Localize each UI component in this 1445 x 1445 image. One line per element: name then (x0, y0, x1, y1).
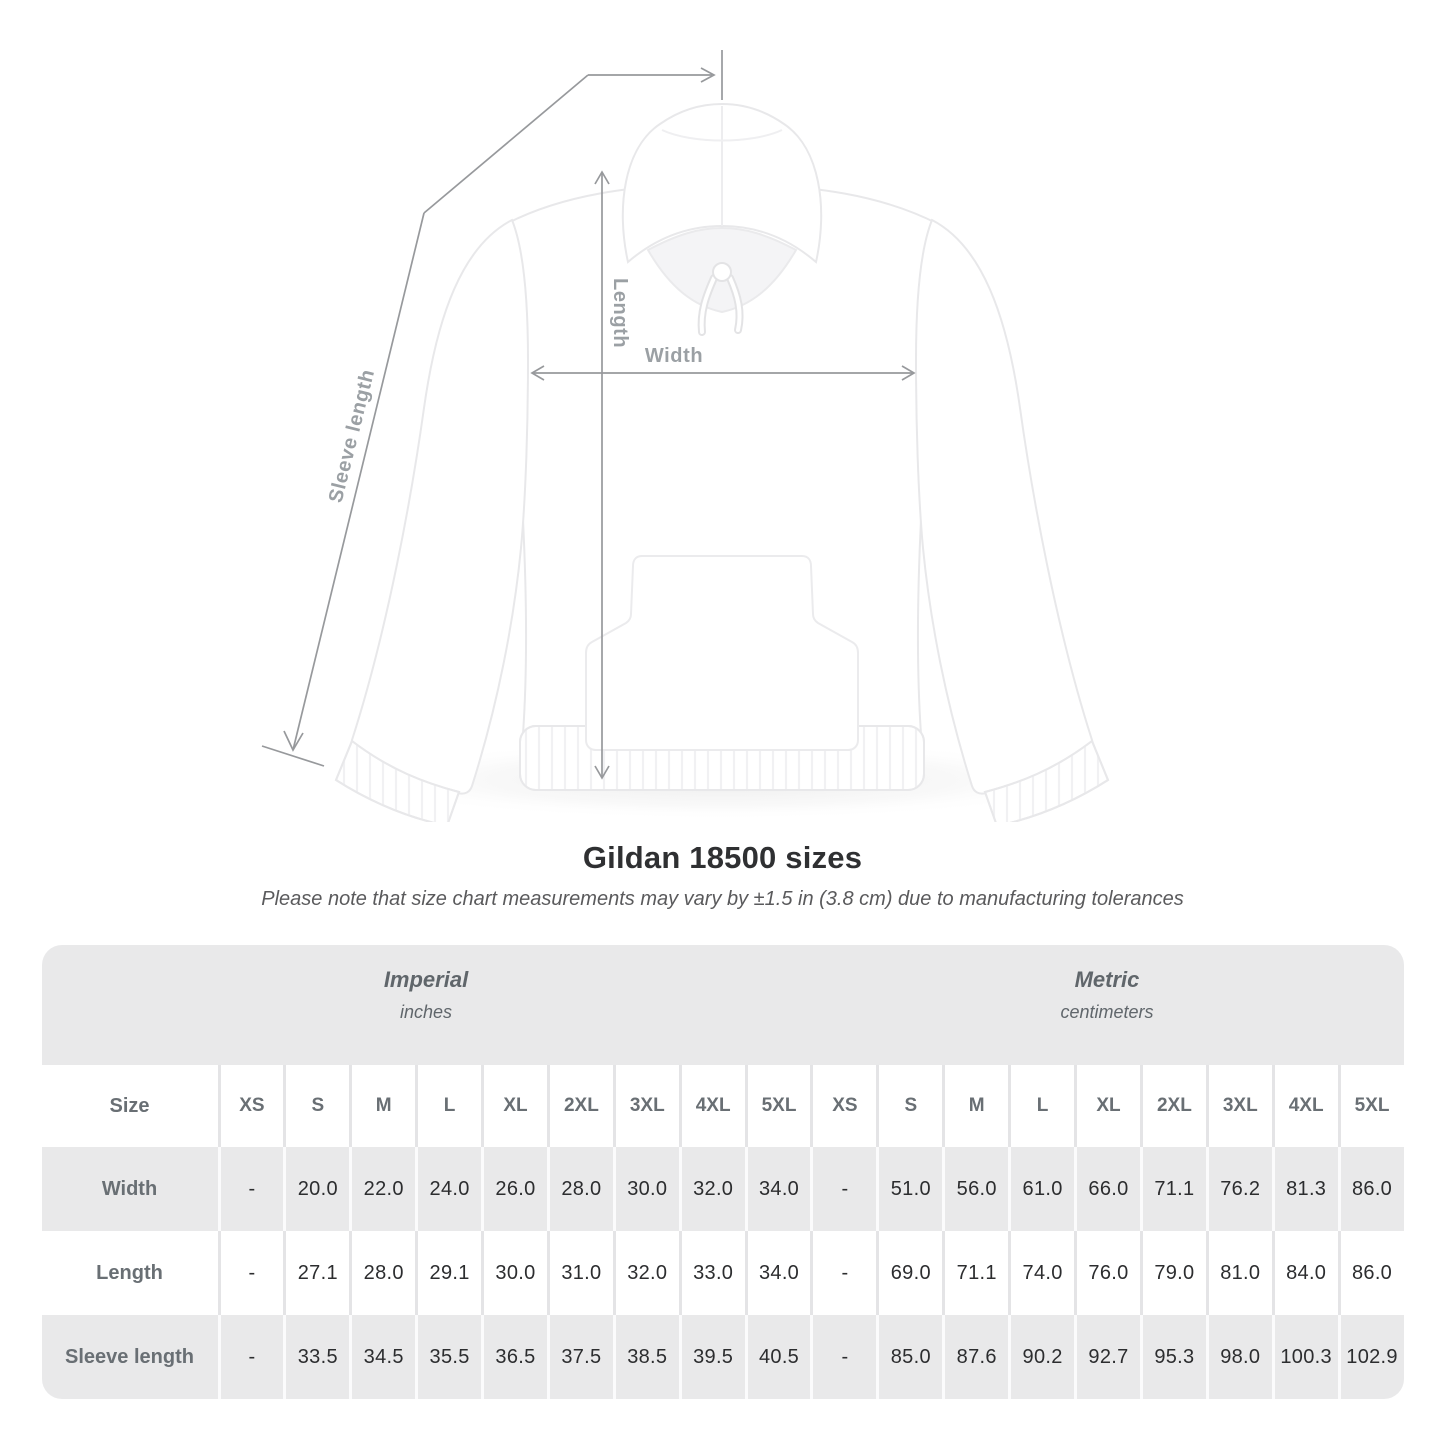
size-column-header: 4XL (1272, 1065, 1338, 1147)
size-column-header: XS (810, 1065, 876, 1147)
page-title: Gildan 18500 sizes (582, 840, 863, 875)
size-column-header: 3XL (613, 1065, 679, 1147)
size-column-header: 5XL (1338, 1065, 1404, 1147)
size-column-header: XL (1074, 1065, 1140, 1147)
measurement-value-imperial: 28.0 (547, 1147, 613, 1231)
measurement-value-metric: 84.0 (1272, 1231, 1338, 1315)
table-row (42, 1315, 1404, 1399)
size-column-header: S (876, 1065, 942, 1147)
length-label: Length (609, 278, 631, 349)
size-column-header: S (283, 1065, 349, 1147)
unit-header-row (42, 945, 1404, 1065)
imperial-sublabel: inches (399, 1002, 453, 1022)
measurement-value-imperial: - (218, 1315, 284, 1399)
measurement-value-imperial: 36.5 (481, 1315, 547, 1399)
size-chart-table (42, 945, 1404, 1399)
measurement-value-imperial: 34.0 (745, 1147, 811, 1231)
measurement-value-metric: 71.1 (942, 1231, 1008, 1315)
hoodie-left-sleeve (351, 220, 528, 794)
size-table-body (42, 1065, 1404, 1399)
measurement-value-imperial: 33.5 (283, 1315, 349, 1399)
size-column-header: 3XL (1206, 1065, 1272, 1147)
measurement-value-imperial: 34.0 (745, 1231, 811, 1315)
measurement-value-imperial: 32.0 (679, 1147, 745, 1231)
measurement-row-label: Length (96, 1261, 163, 1284)
measurement-value-imperial: 39.5 (679, 1315, 745, 1399)
measurement-value-metric: 100.3 (1272, 1315, 1338, 1399)
measurement-value-imperial: - (218, 1231, 284, 1315)
measurement-value-metric: 66.0 (1074, 1147, 1140, 1231)
hoodie-right-sleeve (916, 220, 1093, 794)
measurement-value-metric: 71.1 (1140, 1147, 1206, 1231)
measurement-value-metric: 69.0 (876, 1231, 942, 1315)
measurement-value-imperial: 26.0 (481, 1147, 547, 1231)
measurement-value-metric: 92.7 (1074, 1315, 1140, 1399)
table-row (42, 1065, 1404, 1147)
table-row (42, 1231, 1404, 1315)
size-column-header: M (349, 1065, 415, 1147)
size-column-header: 2XL (547, 1065, 613, 1147)
hoodie-garment (336, 104, 1108, 822)
measurement-value-metric: 79.0 (1140, 1231, 1206, 1315)
size-column-header: XL (481, 1065, 547, 1147)
measurement-value-imperial: 28.0 (349, 1231, 415, 1315)
measurement-value-imperial: 31.0 (547, 1231, 613, 1315)
measurement-value-metric: 86.0 (1338, 1147, 1404, 1231)
measurement-value-metric: 98.0 (1206, 1315, 1272, 1399)
measurement-value-metric: 87.6 (942, 1315, 1008, 1399)
sleeve-length-label: Sleeve length (324, 366, 380, 506)
size-column-header: XS (218, 1065, 284, 1147)
measurement-value-metric: 76.2 (1206, 1147, 1272, 1231)
measurement-value-imperial: - (218, 1147, 284, 1231)
measurement-value-imperial: 32.0 (613, 1231, 679, 1315)
tolerance-note: Please note that size chart measurements may vary by ±1.5 in (3.8 cm) due to manufacturing tolerances (261, 888, 1184, 910)
measurement-row-label: Width (101, 1177, 158, 1200)
width-label: Width (644, 345, 704, 367)
size-column-header: M (942, 1065, 1008, 1147)
size-column-header: 2XL (1140, 1065, 1206, 1147)
measurement-value-metric: - (810, 1315, 876, 1399)
measurement-value-imperial: 27.1 (283, 1231, 349, 1315)
unit-group-metric (811, 945, 1404, 1065)
size-column-header: L (1008, 1065, 1074, 1147)
measurement-value-imperial: 35.5 (415, 1315, 481, 1399)
imperial-label: Imperial (383, 967, 469, 992)
metric-sublabel: centimeters (1060, 1002, 1154, 1022)
size-column-header: L (415, 1065, 481, 1147)
unit-group-imperial (42, 945, 811, 1065)
measurement-value-imperial: 37.5 (547, 1315, 613, 1399)
measurement-value-imperial: 40.5 (745, 1315, 811, 1399)
measurement-value-metric: 61.0 (1008, 1147, 1074, 1231)
measurement-value-imperial: 20.0 (283, 1147, 349, 1231)
measurement-row-label: Sleeve length (65, 1345, 194, 1368)
measurement-value-imperial: 34.5 (349, 1315, 415, 1399)
measurement-value-metric: 95.3 (1140, 1315, 1206, 1399)
measurement-value-imperial: 22.0 (349, 1147, 415, 1231)
measurement-value-metric: 85.0 (876, 1315, 942, 1399)
measurement-value-metric: - (810, 1231, 876, 1315)
measurement-value-metric: - (810, 1147, 876, 1231)
measurement-value-imperial: 30.0 (481, 1231, 547, 1315)
measurement-value-imperial: 24.0 (415, 1147, 481, 1231)
measurement-value-metric: 81.3 (1272, 1147, 1338, 1231)
measurement-value-metric: 51.0 (876, 1147, 942, 1231)
measurement-value-metric: 81.0 (1206, 1231, 1272, 1315)
metric-label: Metric (1074, 967, 1140, 992)
size-column-header: 4XL (679, 1065, 745, 1147)
size-column-header: 5XL (745, 1065, 811, 1147)
size-row-header: Size (109, 1094, 150, 1117)
measurement-value-metric: 90.2 (1008, 1315, 1074, 1399)
measurement-value-metric: 76.0 (1074, 1231, 1140, 1315)
measurement-value-metric: 74.0 (1008, 1231, 1074, 1315)
measurement-value-imperial: 30.0 (613, 1147, 679, 1231)
measurement-value-imperial: 33.0 (679, 1231, 745, 1315)
table-row (42, 1147, 1404, 1231)
measurement-value-imperial: 38.5 (613, 1315, 679, 1399)
measurement-value-metric: 56.0 (942, 1147, 1008, 1231)
measurement-value-imperial: 29.1 (415, 1231, 481, 1315)
measurement-value-metric: 86.0 (1338, 1231, 1404, 1315)
measurement-value-metric: 102.9 (1338, 1315, 1404, 1399)
